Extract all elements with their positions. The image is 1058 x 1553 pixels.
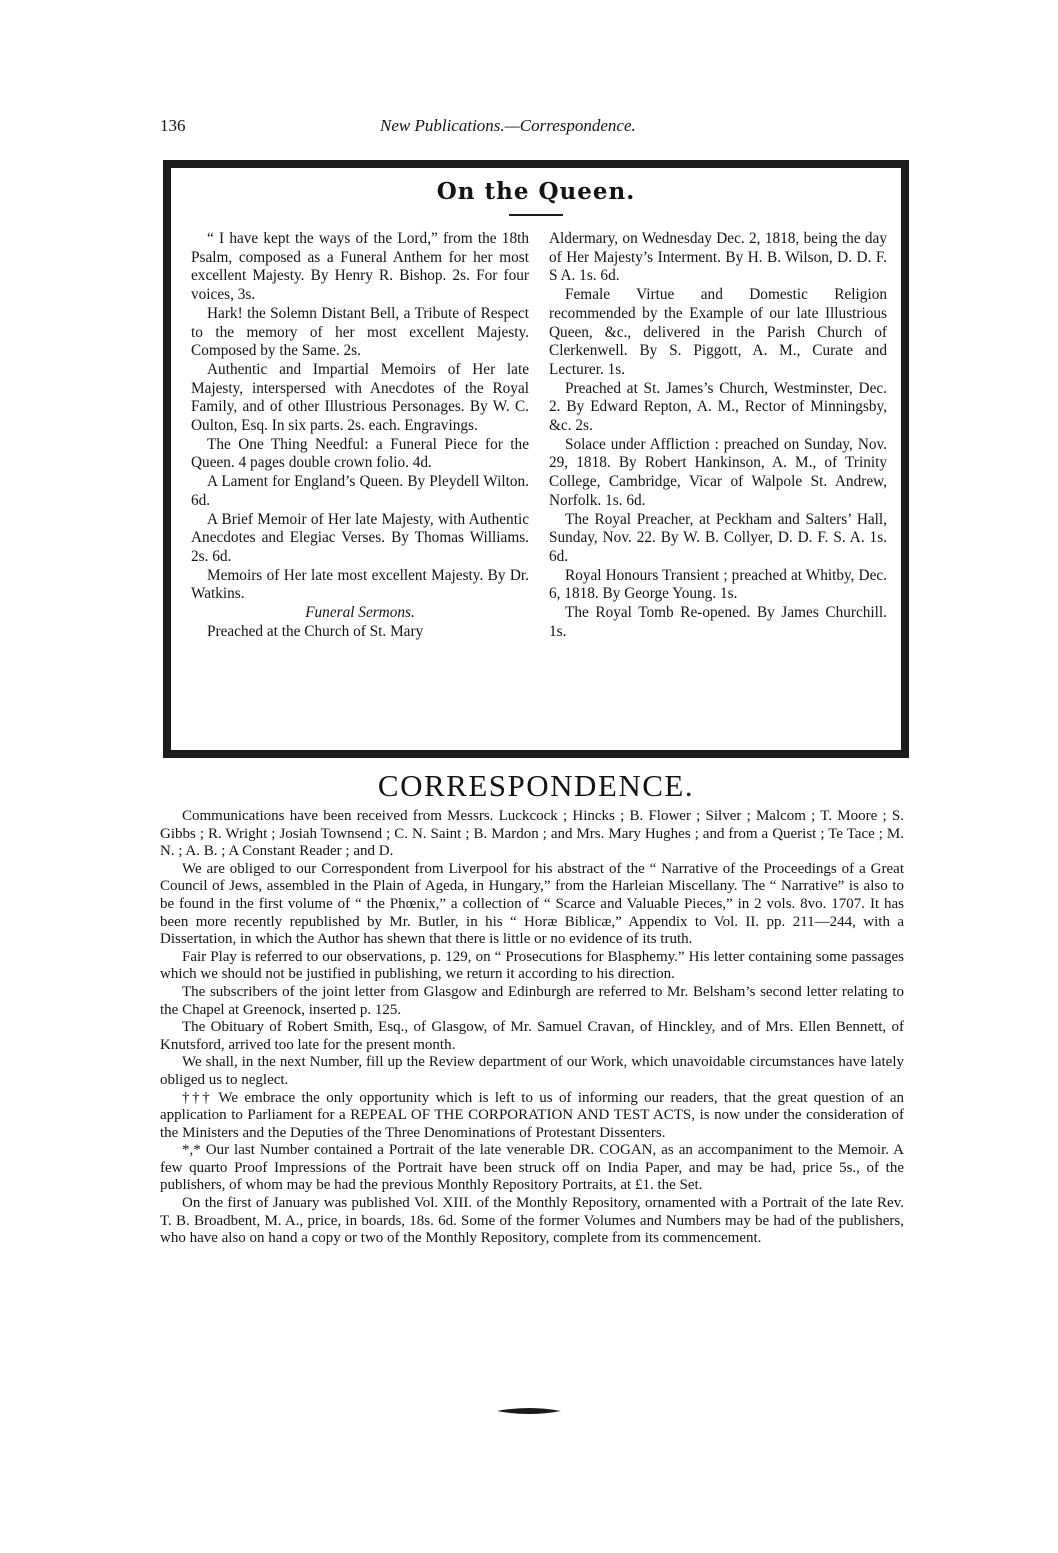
running-header: [160, 116, 900, 138]
correspondence-paragraph: ††† We embrace the only opportunity which is left to us of informing our readers, that the great question of an application to Parliament for a REPEAL OF THE CORPORATION AND TEST ACTS, is now under the consideration of the Ministers and the Deputies of the Three Denominations of Protestant Dissenters.: [160, 1089, 904, 1141]
publication-entry: The Royal Preacher, at Peckham and Salters’ Hall, Sunday, Nov. 22. By W. B. Collyer, D. D. F. S. A. 1s. 6d.: [549, 510, 887, 565]
publication-entry: A Brief Memoir of Her late Majesty, with Authentic Anecdotes and Elegiac Verses. By Thomas Williams. 2s. 6d.: [191, 510, 529, 565]
title-rule: [509, 214, 563, 216]
correspondence-paragraph: The Obituary of Robert Smith, Esq., of Glasgow, of Mr. Samuel Cravan, of Hinckley, and of Mrs. Ellen Bennett, of Knutsford, arrived too late for the present month.: [160, 1019, 904, 1053]
publication-entry: Preached at St. James’s Church, Westminster, Dec. 2. By Edward Repton, A. M., Rector of Minningsby, &c. 2s.: [549, 379, 887, 435]
correspondence-paragraph: We are obliged to our Correspondent from Liverpool for his abstract of the “ Narrative of the Proceedings of a Great Council of Jews, assembled in the Plain of Ageda, in Hungary,” from the Harleian Miscellany. The “ Narrative” is also to be found in the first volume of “ the Phœnix,” a collection of “ Scarce and Valuable Pieces,” in 2 vols. 8vo. 1707. It has been more recently republished by Mr. Butler, in his “ Horæ Biblicæ,” Appendix to Vol. II. pp. 211—244, with a Dissertation, in which the Author has shewn that there is little or no evidence of its truth.: [160, 860, 904, 948]
correspondence-paragraph: Communications have been received from Messrs. Luckcock ; Hincks ; B. Flower ; Silver ; Malcom ; T. Moore ; S. Gibbs ; R. Wright ; Josiah Townsend ; C. N. Saint ; B. Mardon ; and Mrs. Mary Hughes ; and from a Querist ; Te Tace ; M. N. ; A. B. ; A Constant Reader ; and D.: [160, 808, 904, 860]
publication-entry-continued: Aldermary, on Wednesday Dec. 2, 1818, being the day of Her Majesty’s Interment. By H. B. Wilson, D. D. F. S A. 1s. 6d.: [549, 230, 887, 285]
publication-entry: The Royal Tomb Re-opened. By James Churchill. 1s.: [549, 604, 887, 640]
closing-ornament-icon: [497, 1406, 561, 1416]
publication-entry: “ I have kept the ways of the Lord,” from the 18th Psalm, composed as a Funeral Anthem for her most excellent Majesty. By Henry R. Bishop. 2s. For four voices, 3s.: [191, 230, 529, 304]
publication-entry: A Lament for England’s Queen. By Pleydell Wilton. 6d.: [191, 473, 529, 509]
correspondence-paragraph: On the first of January was published Vol. XIII. of the Monthly Repository, ornamented with a Portrait of the late Rev. T. B. Broadbent, M. A., price, in boards, 18s. 6d. Some of the former Volumes and Numbers may be had of the publishers, who have also on hand a copy or two of the Monthly Repository, complete from its commencement.: [160, 1195, 904, 1247]
running-title: New Publications.—Correspondence.: [380, 116, 636, 135]
correspondence-paragraph: Fair Play is referred to our observations, p. 129, on “ Prosecutions for Blasphemy.” His letter containing some passages which we should not be justified in publishing, we return it according to his direction.: [160, 948, 904, 983]
correspondence-heading: CORRESPONDENCE.: [377, 768, 695, 803]
publication-entry: Female Virtue and Domestic Religion recommended by the Example of our late Illustrious Queen, &c., delivered in the Parish Church of Clerkenwell. By S. Piggott, A. M., Curate and Lecturer. 1s.: [549, 286, 887, 378]
queen-right-column: [549, 230, 887, 641]
correspondence-paragraph: The subscribers of the joint letter from Glasgow and Edinburgh are referred to Mr. Belsham’s second letter relating to the Chapel at Greenock, inserted p. 125.: [160, 983, 904, 1018]
publication-entry: Memoirs of Her late most excellent Majesty. By Dr. Watkins.: [191, 566, 529, 603]
publication-entry: The One Thing Needful: a Funeral Piece for the Queen. 4 pages double crown folio. 4d.: [191, 435, 529, 472]
publication-entry: Hark! the Solemn Distant Bell, a Tribute of Respect to the memory of her most excellent Majesty. Composed by the Same. 2s.: [191, 304, 529, 360]
publication-entry: Authentic and Impartial Memoirs of Her late Majesty, interspersed with Anecdotes of the Royal Family, and of other Illustrious Personages. By W. C. Oulton, Esq. In six parts. 2s. each. Engravings.: [191, 360, 529, 435]
publication-entry: Preached at the Church of St. Mary: [207, 622, 424, 640]
queen-mourning-frame: [163, 160, 909, 758]
correspondence-paragraph: We shall, in the next Number, fill up the Review department of our Work, which unavoidable circumstances have lately obliged us to neglect.: [160, 1054, 904, 1088]
publication-entry: Royal Honours Transient ; preached at Whitby, Dec. 6, 1818. By George Young. 1s.: [549, 566, 887, 603]
queen-left-column: [191, 230, 529, 641]
page-number: 136: [160, 116, 186, 135]
queen-section-title: On the Queen.: [436, 178, 636, 205]
correspondence-paragraph: *,* Our last Number contained a Portrait of the late venerable DR. COGAN, as an accompaniment to the Memoir. A few quarto Proof Impressions of the Portrait have been struck off on India Paper, and may be had, price 5s., of the publishers, of whom may be had the previous Monthly Repository Portraits, at £1. the Set.: [160, 1142, 904, 1194]
correspondence-body: [160, 808, 904, 1248]
publication-entry: Solace under Affliction : preached on Sunday, Nov. 29, 1818. By Robert Hankinson, A. M., of Trinity College, Cambridge, Vicar of Walpole St. Andrew, Norfolk. 1s. 6d.: [549, 435, 887, 509]
funeral-sermons-subheading: Funeral Sermons.: [305, 604, 415, 622]
